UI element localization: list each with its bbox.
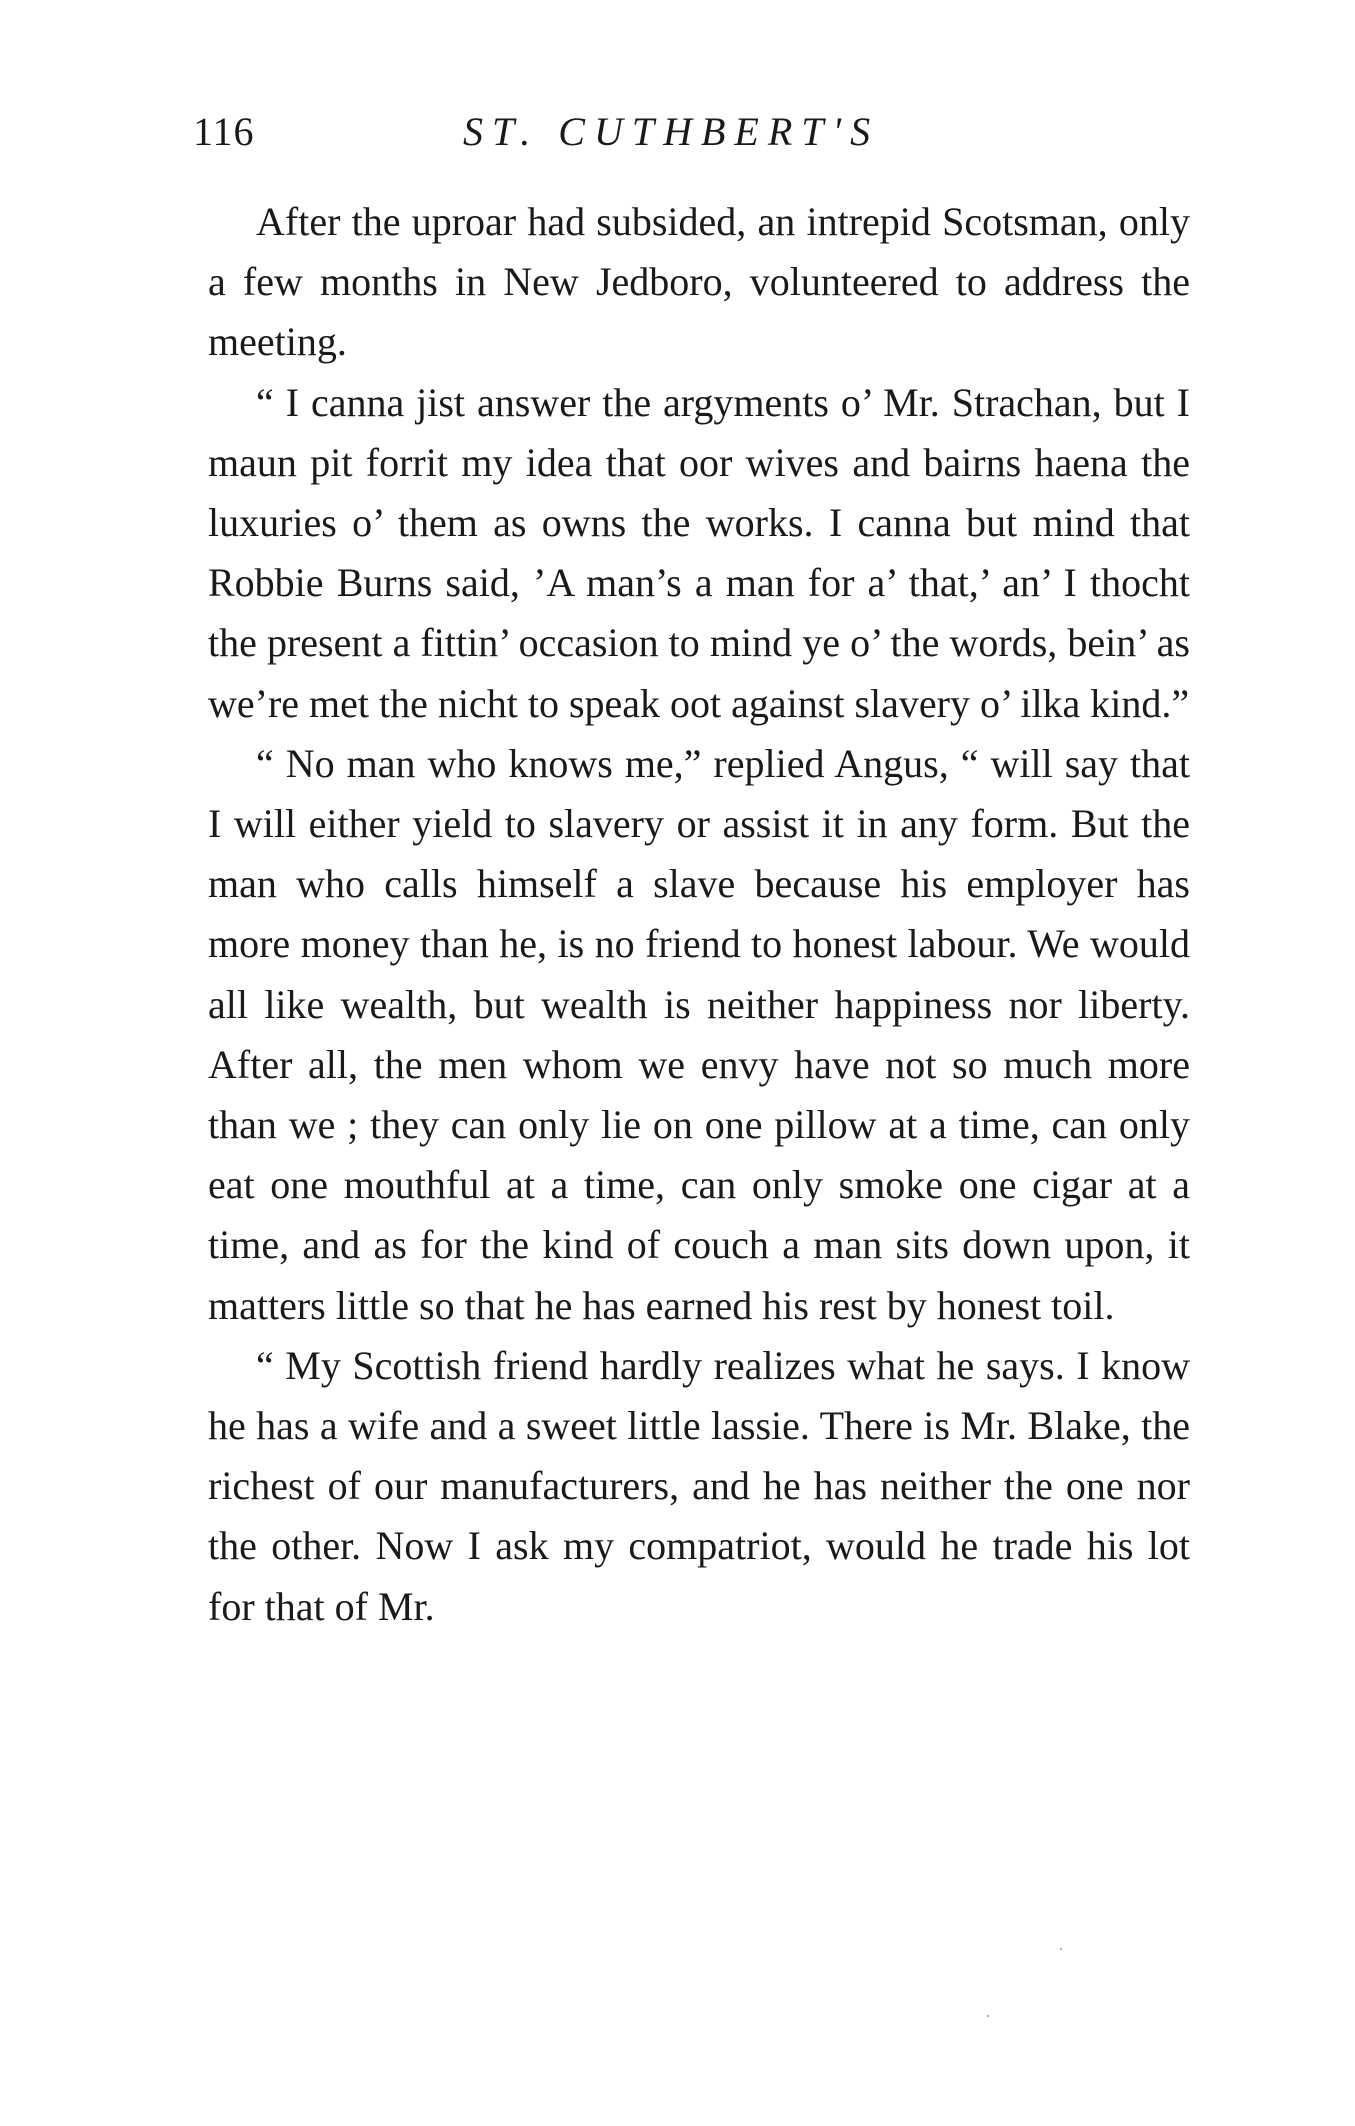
body-text (208, 192, 1190, 1637)
paragraph-4: “ My Scottish friend hardly realizes what he says. I know he has a wife and a sweet little lassie. There is Mr. Blake, the richest of our manufacturers, and he has neither the one nor the other. Now I ask my compatriot, would he trade his lot for that of Mr. (208, 1342, 1190, 1629)
paragraph-3: “ No man who knows me,” replied Angus, “ will say that I will either yield to slavery or assist it in any form. But the man who calls himself a slave because his employer has more money than he, is no friend to honest labour. We would all like wealth, but wealth is neither happiness nor liberty. After all, the men whom we envy have not so much more than we ; they can only lie on one pillow at a time, can only eat one mouthful at a time, can only smoke one cigar at a time, and as for the kind of couch a man sits down upon, it matters little so that he has earned his rest by honest toil. (208, 740, 1190, 1328)
paragraph-2: “ I canna jist answer the argyments o’ Mr. Strachan, but I maun pit forrit my idea that oor wives and bairns haena the luxuries o’ them as owns the works. I canna but mind that Robbie Burns said, ’A man’s a man for a’ that,’ an’ I thocht the present a fittin’ occasion to mind ye o’ the words, bein’ as we’re met the nicht to speak oot against slavery o’ ilka kind.” (208, 379, 1190, 726)
page-header (193, 108, 1183, 168)
running-title: ST. CUTHBERT'S (463, 109, 880, 154)
page-number: 116 (193, 109, 255, 154)
paper-speck (1060, 1948, 1062, 1950)
paper-speck (987, 2015, 989, 2017)
paragraph-1: After the uproar had subsided, an intrepid Scotsman, only a few months in New Jedboro, volunteered to address the meeting. (208, 199, 1190, 365)
